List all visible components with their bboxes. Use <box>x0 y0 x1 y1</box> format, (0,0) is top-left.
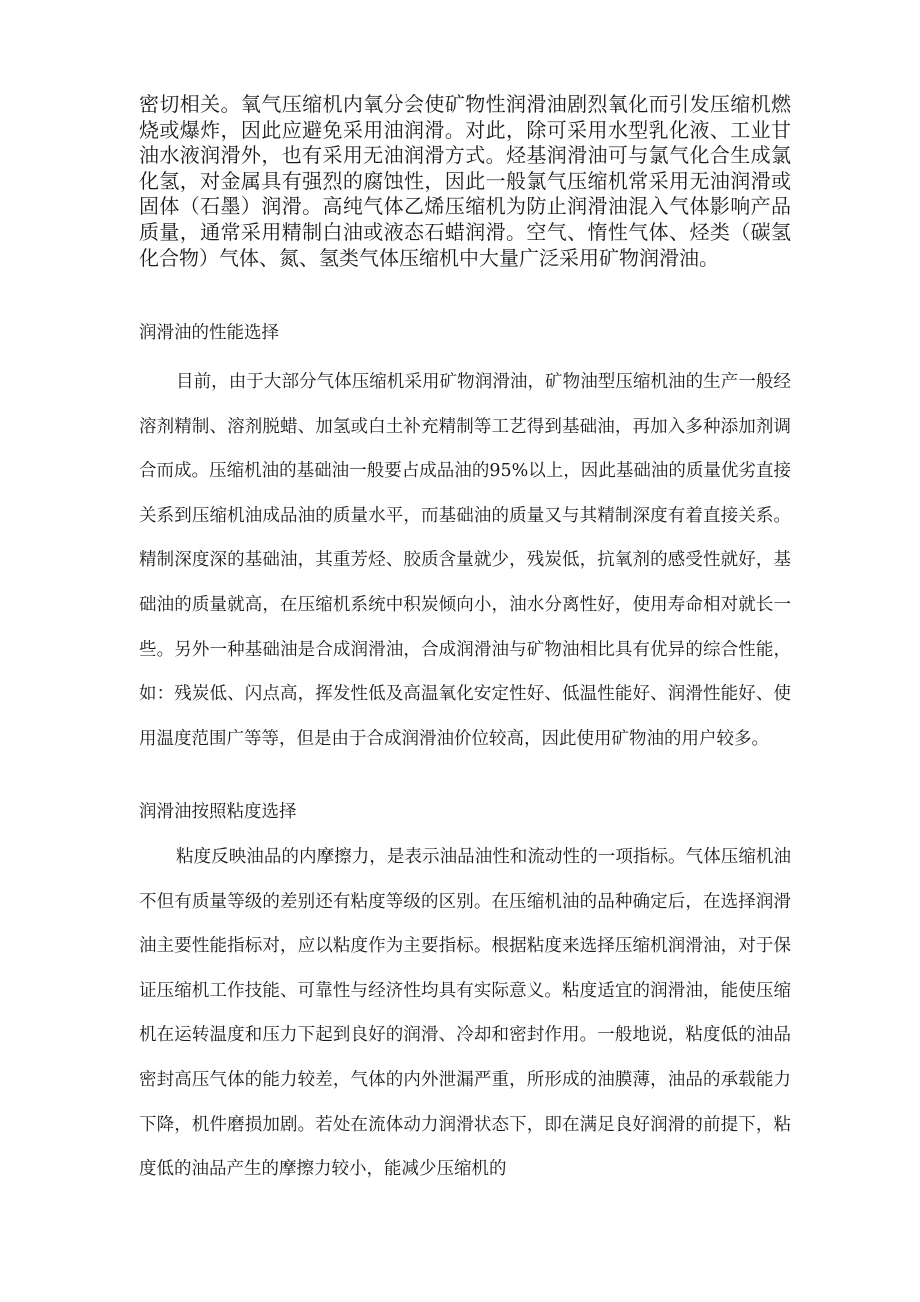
section-body-viscosity: 粘度反映油品的内摩擦力，是表示油品油性和流动性的一项指标。气体压缩机油不但有质量等级的差别还有粘度等级的区别。在压缩机油的品种确定后，在选择润滑油主要性能指标对，应以粘度作为主要指标。根据粘度来选择压缩机润滑油，对于保证压缩机工作技能、可靠性与经济性均具有实际意义。粘度适宜的润滑油，能使压缩机在运转温度和压力下起到良好的润滑、冷却和密封作用。一般地说，粘度低的油品密封高压气体的能力较差，气体的内外泄漏严重，所形成的油膜薄，油品的承载能力下降，机件磨损加剧。若处在流体动力润滑状态下，即在满足良好润滑的前提下，粘度低的油品产生的摩擦力较小，能减少压缩机的 <box>139 847 791 1180</box>
section-heading-viscosity: 润滑油按照粘度选择 <box>139 802 297 822</box>
section-heading-performance: 润滑油的性能选择 <box>139 323 279 343</box>
section-body-performance: 目前，由于大部分气体压缩机采用矿物润滑油，矿物油型压缩机油的生产一般经溶剂精制、溶剂脱蜡、加氢或白土补充精制等工艺得到基础油，再加入多种添加剂调合而成。压缩机油的基础油一般要占成品油的95%以上，因此基础油的质量优劣直接关系到压缩机油成品油的质量水平，而基础油的质量又与其精制深度有着直接关系。精制深度深的基础油，其重芳烃、胶质含量就少，残炭低，抗氧剂的感受性就好，基础油的质量就高，在压缩机系统中积炭倾向小，油水分离性好，使用寿命相对就长一些。另外一种基础油是合成润滑油，合成润滑油与矿物油相比具有优异的综合性能，如：残炭低、闪点高，挥发性低及高温氧化安定性好、低温性能好、润滑性能好、使用温度范围广等等，但是由于合成润滑油价位较高，因此使用矿物油的用户较多。 <box>139 372 791 749</box>
intro-paragraph: 密切相关。氧气压缩机内氧分会使矿物性润滑油剧烈氧化而引发压缩机燃烧或爆炸，因此应避免采用油润滑。对此，除可采用水型乳化液、工业甘油水液润滑外，也有采用无油润滑方式。烃基润滑油可与氯气化合生成氯化氢，对金属具有强烈的腐蚀性，因此一般氯气压缩机常采用无油润滑或固体（石墨）润滑。高纯气体乙烯压缩机为防止润滑油混入气体影响产品质量，通常采用精制白油或液态石蜡润滑。空气、惰性气体、烃类（碳氢化合物）气体、氮、氢类气体压缩机中大量广泛采用矿物润滑油。 <box>139 92 791 270</box>
